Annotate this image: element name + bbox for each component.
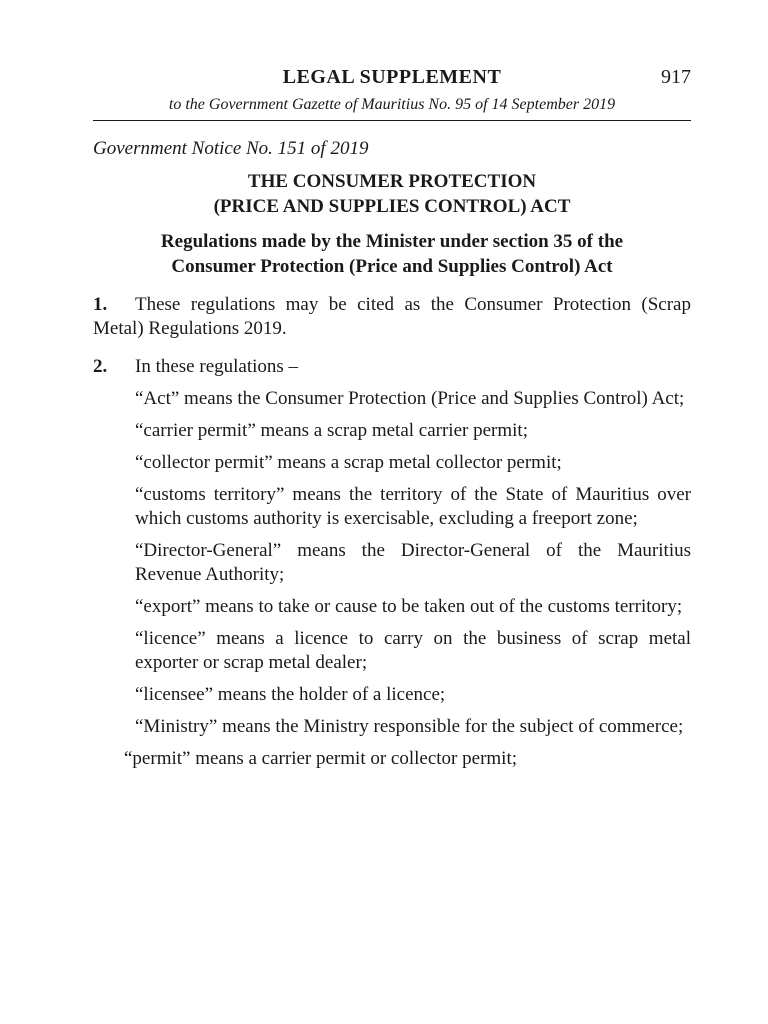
government-notice: Government Notice No. 151 of 2019 (93, 138, 369, 159)
definitions-list (93, 387, 691, 771)
supplement-title: LEGAL SUPPLEMENT (282, 66, 502, 88)
section-number: 2. (93, 356, 108, 377)
definition-item: “Ministry” means the Ministry responsible for the subject of commerce; (135, 716, 684, 737)
section-text: These regulations may be cited as the Consumer Protection (Scrap Metal) Regulations 2019. (93, 294, 691, 339)
gazette-subtitle: to the Government Gazette of Mauritius No. 95 of 14 September 2019 (93, 96, 691, 121)
act-title-line-2: (PRICE AND SUPPLIES CONTROL) ACT (213, 196, 571, 217)
regulations-title (93, 229, 691, 279)
definition-item: “collector permit” means a scrap metal collector permit; (135, 452, 562, 473)
section-text: In these regulations – (135, 356, 299, 377)
regulations-title-line-2: Consumer Protection (Price and Supplies Control) Act (171, 256, 613, 277)
section-1 (93, 293, 691, 341)
page-number: 917 (661, 66, 691, 88)
definition-item: “permit” means a carrier permit or collector permit; (124, 748, 518, 769)
definition-item: “Director-General” means the Director-General of the Mauritius Revenue Authority; (135, 540, 691, 585)
regulations-title-line-1: Regulations made by the Minister under section 35 of the (160, 231, 624, 252)
page-header (93, 66, 691, 94)
definition-item: “licence” means a licence to carry on the business of scrap metal exporter or scrap metal dealer; (135, 628, 691, 673)
act-title-line-1: THE CONSUMER PROTECTION (247, 171, 537, 192)
document-page (93, 66, 691, 771)
section-2 (93, 355, 691, 379)
definition-item: “Act” means the Consumer Protection (Price and Supplies Control) Act; (135, 388, 685, 409)
act-title (93, 169, 691, 219)
definition-item: “customs territory” means the territory of the State of Mauritius over which customs authority is exercisable, excluding a freeport zone; (135, 484, 691, 529)
section-number: 1. (93, 294, 108, 315)
definition-item: “export” means to take or cause to be taken out of the customs territory; (135, 596, 683, 617)
definition-item: “carrier permit” means a scrap metal carrier permit; (135, 420, 528, 441)
definition-item: “licensee” means the holder of a licence; (135, 684, 446, 705)
